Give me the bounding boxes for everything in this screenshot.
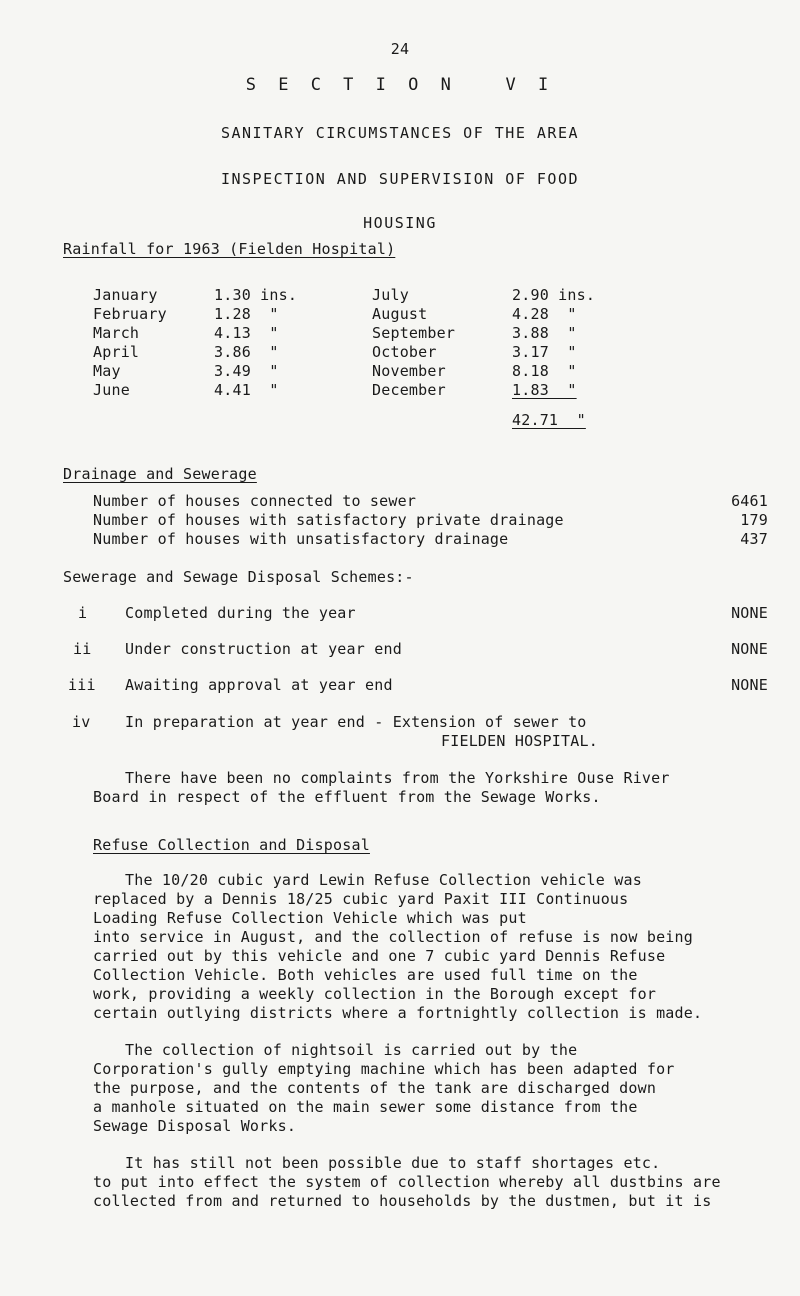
complaints-text: Board in respect of the effluent from the Sewage Works. xyxy=(93,788,601,806)
paragraph-line: collected from and returned to households by the dustmen, but it is xyxy=(93,1192,712,1210)
scheme-label: Under construction at year end xyxy=(125,640,402,658)
schemes-title: Sewerage and Sewage Disposal Schemes:- xyxy=(63,568,414,586)
paragraph-line: replaced by a Dennis 18/25 cubic yard Paxit III Continuous xyxy=(93,890,629,908)
rain-month: April xyxy=(93,343,140,361)
paragraph-line: into service in August, and the collection of refuse is now being xyxy=(93,928,693,946)
paragraph-line: certain outlying districts where a fortnightly collection is made. xyxy=(93,1004,703,1022)
scheme-number: ii xyxy=(73,640,92,658)
rain-month: October xyxy=(372,343,437,361)
rain-month: May xyxy=(93,362,121,380)
rain-value: 2.90 ins. xyxy=(512,286,596,304)
rain-value: 4.28 " xyxy=(512,305,577,323)
page-number: 24 xyxy=(390,40,410,58)
heading-inspection: INSPECTION AND SUPERVISION OF FOOD xyxy=(220,170,580,188)
rain-value: 3.17 " xyxy=(512,343,577,361)
rain-value: 1.83 " xyxy=(512,381,577,399)
paragraph-line: Corporation's gully emptying machine which has been adapted for xyxy=(93,1060,675,1078)
rainfall-title: Rainfall for 1963 (Fielden Hospital) xyxy=(63,240,396,258)
paragraph-line: carried out by this vehicle and one 7 cubic yard Dennis Refuse xyxy=(93,947,666,965)
scheme-label: In preparation at year end - Extension of sewer to xyxy=(125,713,587,731)
paragraph-line: The collection of nightsoil is carried out by the xyxy=(125,1041,578,1059)
paragraph-line: Loading Refuse Collection Vehicle which was put xyxy=(93,909,527,927)
rain-month: July xyxy=(372,286,409,304)
rain-value: 3.88 " xyxy=(512,324,577,342)
scheme-number: iv xyxy=(72,713,91,731)
paragraph-line: Sewage Disposal Works. xyxy=(93,1117,297,1135)
paragraph-line: It has still not been possible due to staff shortages etc. xyxy=(125,1154,661,1172)
rain-value: 1.30 ins. xyxy=(214,286,298,304)
rain-month: March xyxy=(93,324,140,342)
rain-month: December xyxy=(372,381,446,399)
heading-sanitary: SANITARY CIRCUMSTANCES OF THE AREA xyxy=(220,124,580,142)
paragraph-line: Collection Vehicle. Both vehicles are used full time on the xyxy=(93,966,638,984)
paragraph-line: a manhole situated on the main sewer some distance from the xyxy=(93,1098,638,1116)
scheme-number: iii xyxy=(68,676,96,694)
scheme-number: i xyxy=(78,604,88,622)
paragraph-line: The 10/20 cubic yard Lewin Refuse Collection vehicle was xyxy=(125,871,642,889)
drainage-row-label: Number of houses connected to sewer xyxy=(93,492,417,510)
heading-housing: HOUSING xyxy=(363,214,437,232)
scheme-value: NONE xyxy=(731,604,768,622)
scheme-label: Completed during the year xyxy=(125,604,356,622)
paragraph-line: the purpose, and the contents of the tank are discharged down xyxy=(93,1079,657,1097)
rain-month: June xyxy=(93,381,130,399)
paragraph-line: work, providing a weekly collection in the Borough except for xyxy=(93,985,657,1003)
rain-month: August xyxy=(372,305,428,323)
scheme-label: Awaiting approval at year end xyxy=(125,676,393,694)
rain-total: 42.71 " xyxy=(512,411,586,429)
rain-month: January xyxy=(93,286,158,304)
scheme-label-continued: FIELDEN HOSPITAL. xyxy=(441,732,598,750)
drainage-row-label: Number of houses with unsatisfactory drainage xyxy=(93,530,509,548)
refuse-title: Refuse Collection and Disposal xyxy=(93,836,370,854)
drainage-row-value: 6461 xyxy=(731,492,768,510)
rain-value: 4.13 " xyxy=(214,324,279,342)
scheme-value: NONE xyxy=(731,676,768,694)
drainage-row-value: 179 xyxy=(740,511,768,529)
drainage-title: Drainage and Sewerage xyxy=(63,465,257,483)
rain-month: November xyxy=(372,362,446,380)
drainage-row-label: Number of houses with satisfactory private drainage xyxy=(93,511,564,529)
section-title: S E C T I O N V I xyxy=(245,75,555,95)
rain-value: 4.41 " xyxy=(214,381,279,399)
scheme-value: NONE xyxy=(731,640,768,658)
paragraph-line: to put into effect the system of collection whereby all dustbins are xyxy=(93,1173,721,1191)
rain-value: 3.86 " xyxy=(214,343,279,361)
complaints-text: There have been no complaints from the Yorkshire Ouse River xyxy=(125,769,670,787)
drainage-row-value: 437 xyxy=(740,530,768,548)
rain-month: February xyxy=(93,305,167,323)
rain-value: 8.18 " xyxy=(512,362,577,380)
rain-value: 3.49 " xyxy=(214,362,279,380)
rain-value: 1.28 " xyxy=(214,305,279,323)
rain-month: September xyxy=(372,324,456,342)
